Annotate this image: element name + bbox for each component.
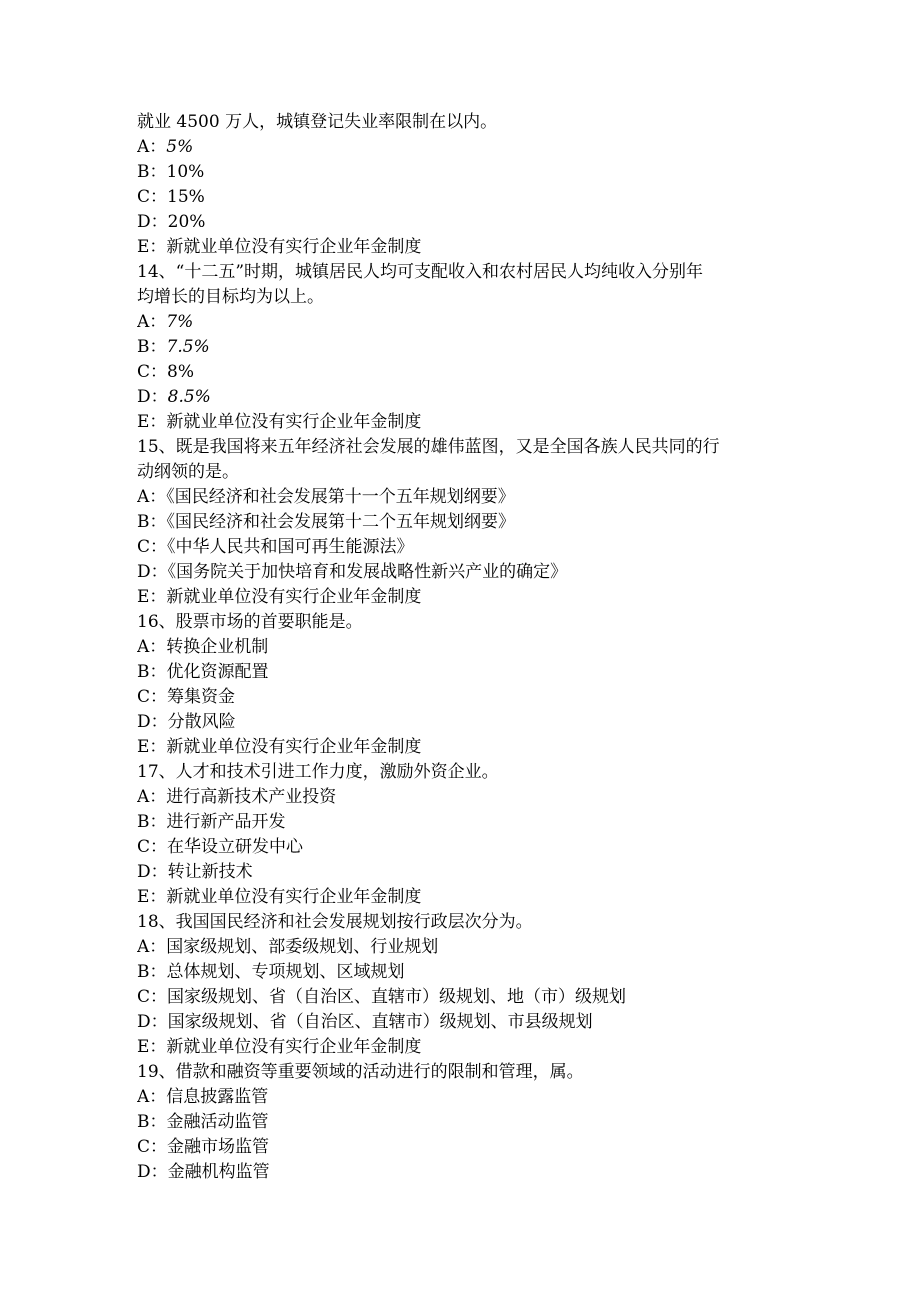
option-key: C： (137, 837, 168, 857)
option-text: 7.5% (166, 337, 210, 357)
option-key: C： (137, 537, 168, 557)
option-key: B： (137, 962, 167, 982)
option-key: E： (137, 887, 167, 907)
answer-option (137, 185, 797, 210)
option-key: A： (137, 487, 167, 507)
option-text: 国家级规划、省（自治区、直辖市）级规划、市县级规划 (167, 1012, 593, 1032)
option-text: 金融市场监管 (167, 1137, 270, 1157)
answer-option (137, 1110, 797, 1135)
option-text: 《国民经济和社会发展第十一个五年规划纲要》 (166, 487, 515, 507)
question-text: 就业 4500 万人，城镇登记失业率限制在以内。 (137, 112, 498, 132)
option-key: E： (137, 1037, 167, 1057)
option-key: A： (137, 137, 167, 157)
option-key: D： (137, 562, 168, 582)
answer-option (137, 135, 797, 160)
option-text: 在华设立研发中心 (167, 837, 304, 857)
question-text: 14、“十二五”时期，城镇居民人均可支配收入和农村居民人均纯收入分别年 (137, 262, 704, 282)
option-text: 《中华人民共和国可再生能源法》 (167, 537, 414, 557)
option-text: 新就业单位没有实行企业年金制度 (166, 587, 422, 607)
option-text: 国家级规划、省（自治区、直辖市）级规划、地（市）级规划 (167, 987, 627, 1007)
answer-option (137, 710, 797, 735)
option-text: 新就业单位没有实行企业年金制度 (166, 737, 422, 757)
answer-option (137, 685, 797, 710)
option-text: 新就业单位没有实行企业年金制度 (166, 412, 422, 432)
answer-option (137, 310, 797, 335)
answer-option (137, 485, 797, 510)
option-key: D： (137, 712, 168, 732)
option-text: 信息披露监管 (166, 1087, 269, 1107)
option-text: 8% (167, 362, 194, 382)
option-key: A： (137, 787, 167, 807)
option-key: E： (137, 737, 167, 757)
answer-option (137, 510, 797, 535)
option-text: 10% (166, 162, 205, 182)
option-text: 新就业单位没有实行企业年金制度 (166, 887, 422, 907)
answer-option (137, 335, 797, 360)
option-key: C： (137, 687, 168, 707)
answer-option (137, 660, 797, 685)
option-text: 国家级规划、部委级规划、行业规划 (166, 937, 439, 957)
option-text: 进行高新技术产业投资 (166, 787, 337, 807)
option-key: A： (137, 937, 167, 957)
option-text: 8.5% (167, 387, 211, 407)
option-text: 金融活动监管 (166, 1112, 269, 1132)
answer-option (137, 1160, 797, 1185)
option-key: D： (137, 1012, 168, 1032)
answer-option (137, 1085, 797, 1110)
answer-option (137, 935, 797, 960)
option-key: B： (137, 662, 167, 682)
option-key: A： (137, 1087, 167, 1107)
answer-option (137, 735, 797, 760)
answer-option (137, 235, 797, 260)
option-key: D： (137, 212, 168, 232)
option-text: 分散风险 (167, 712, 236, 732)
answer-option (137, 810, 797, 835)
answer-option (137, 585, 797, 610)
question-text: 均增长的目标均为以上。 (137, 287, 324, 307)
option-key: A： (137, 637, 167, 657)
option-key: B： (137, 162, 167, 182)
option-text: 转让新技术 (167, 862, 253, 882)
option-key: E： (137, 237, 167, 257)
option-text: 进行新产品开发 (166, 812, 286, 832)
option-text: 新就业单位没有实行企业年金制度 (166, 1037, 422, 1057)
answer-option (137, 560, 797, 585)
question-text: 19、借款和融资等重要领域的活动进行的限制和管理，属。 (137, 1062, 584, 1082)
option-key: D： (137, 1162, 168, 1182)
answer-option (137, 1010, 797, 1035)
answer-option (137, 210, 797, 235)
answer-option (137, 1035, 797, 1060)
option-text: 优化资源配置 (166, 662, 269, 682)
answer-option (137, 1135, 797, 1160)
option-text: 《国民经济和社会发展第十二个五年规划纲要》 (166, 512, 515, 532)
question-text: 17、人才和技术引进工作力度，激励外资企业。 (137, 762, 499, 782)
answer-option (137, 410, 797, 435)
question-text: 动纲领的是。 (137, 462, 239, 482)
answer-option (137, 860, 797, 885)
answer-option (137, 635, 797, 660)
answer-option (137, 385, 797, 410)
option-text: 筹集资金 (167, 687, 236, 707)
option-text: 20% (167, 212, 206, 232)
option-key: B： (137, 512, 167, 532)
question-text: 18、我国国民经济和社会发展规划按行政层次分为。 (137, 912, 533, 932)
option-text: 《国务院关于加快培育和发展战略性新兴产业的确定》 (167, 562, 568, 582)
option-key: B： (137, 337, 167, 357)
option-key: B： (137, 1112, 167, 1132)
option-key: C： (137, 362, 168, 382)
option-text: 金融机构监管 (167, 1162, 270, 1182)
option-key: C： (137, 187, 168, 207)
option-text: 转换企业机制 (166, 637, 269, 657)
option-key: C： (137, 987, 168, 1007)
option-key: E： (137, 587, 167, 607)
option-key: D： (137, 387, 168, 407)
option-key: D： (137, 862, 168, 882)
option-key: B： (137, 812, 167, 832)
answer-option (137, 985, 797, 1010)
answer-option (137, 160, 797, 185)
option-key: C： (137, 1137, 168, 1157)
option-text: 总体规划、专项规划、区域规划 (166, 962, 405, 982)
option-text: 新就业单位没有实行企业年金制度 (166, 237, 422, 257)
answer-option (137, 885, 797, 910)
question-text: 16、股票市场的首要职能是。 (137, 612, 363, 632)
option-text: 7% (166, 312, 194, 332)
option-text: 15% (167, 187, 205, 207)
answer-option (137, 535, 797, 560)
answer-option (137, 360, 797, 385)
answer-option (137, 960, 797, 985)
question-text: 15、既是我国将来五年经济社会发展的雄伟蓝图，又是全国各族人民共同的行 (137, 437, 720, 457)
option-key: E： (137, 412, 167, 432)
answer-option (137, 835, 797, 860)
option-text: 5% (166, 137, 194, 157)
document-body (137, 110, 797, 1185)
answer-option (137, 785, 797, 810)
option-key: A： (137, 312, 167, 332)
